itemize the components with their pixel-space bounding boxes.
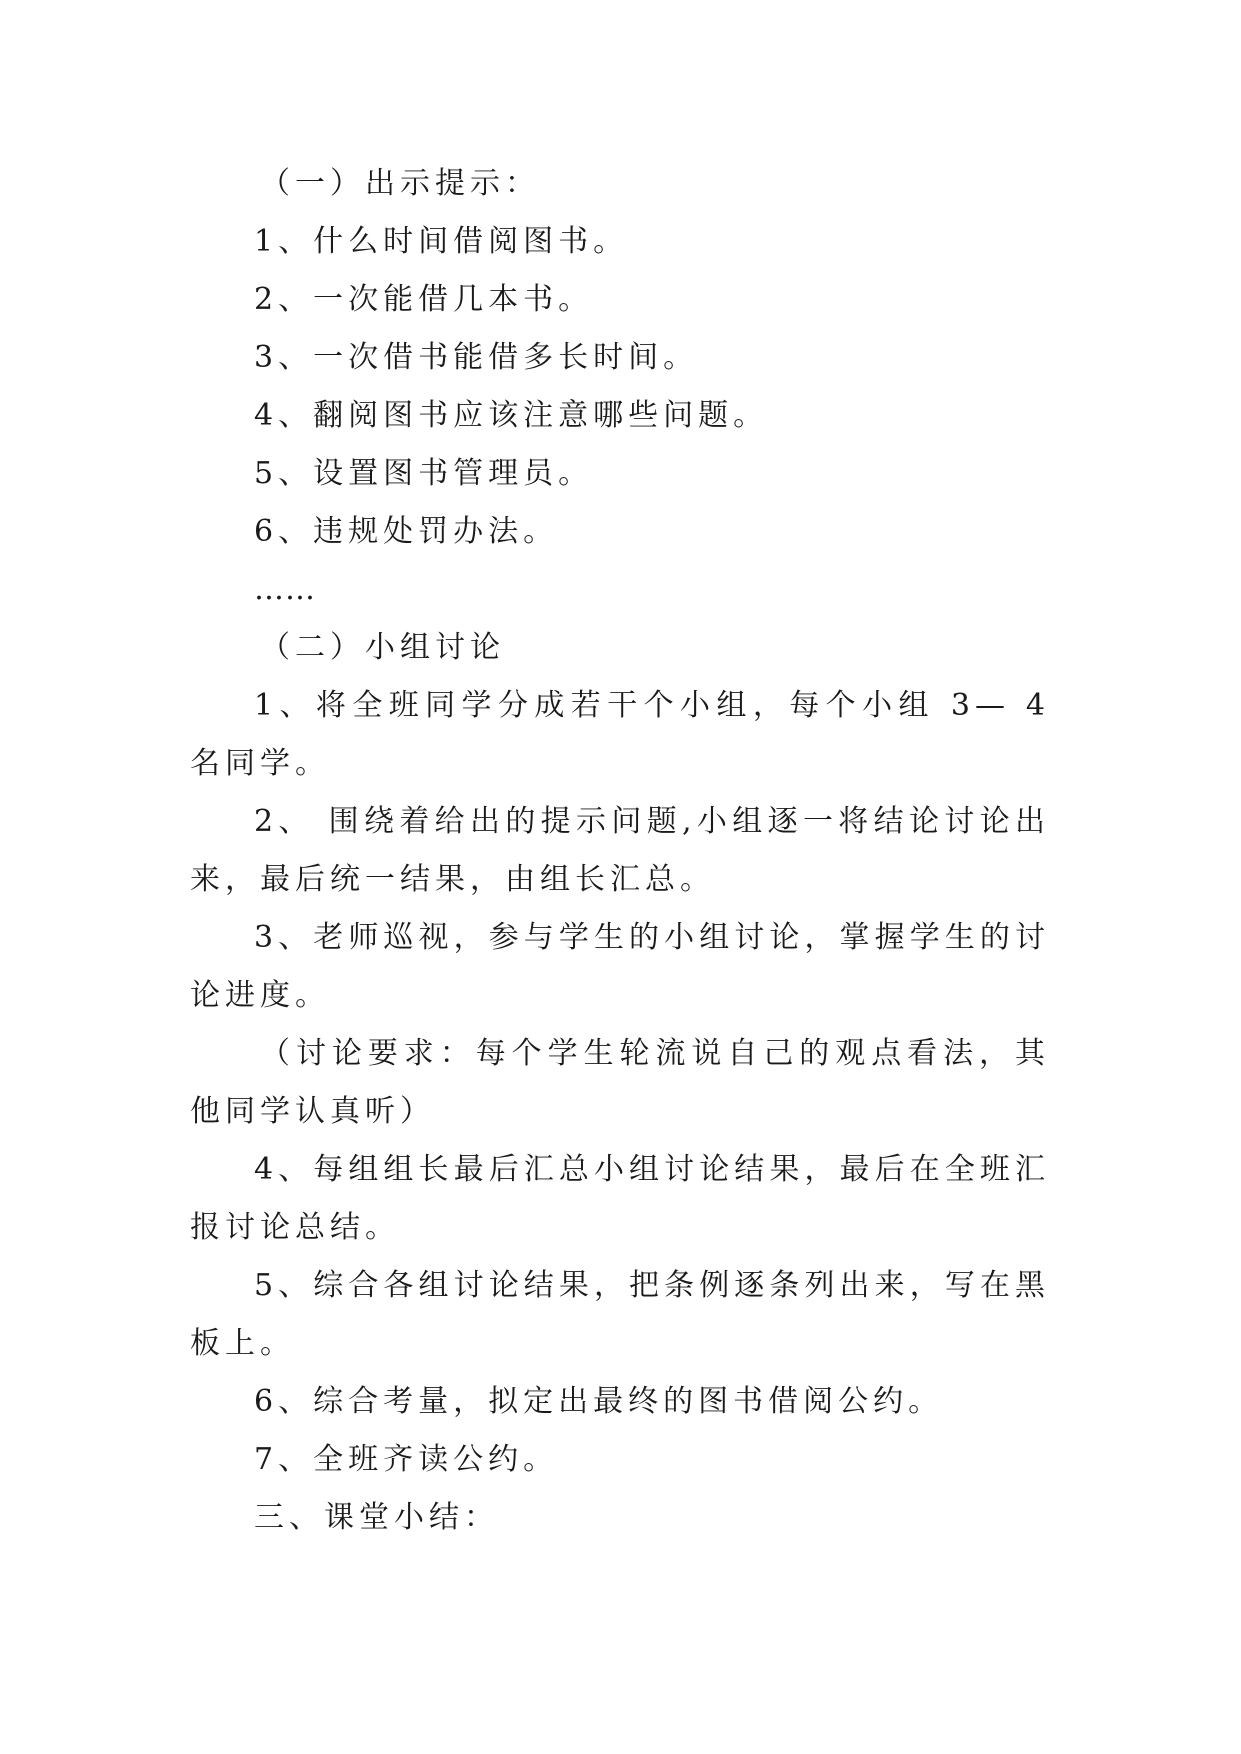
list-item: 7、全班齐读公约。 [254,1442,559,1477]
list-item: 2、 围绕着给出的提示问题,小组逐一将结论讨论出来，最后统一结果，由组长汇总。 [190,804,1050,897]
list-item: 4、翻阅图书应该注意哪些问题。 [254,398,769,433]
discussion-requirement-note: （讨论要求：每个学生轮流说自己的观点看法，其他同学认真听） [190,1036,1050,1129]
list-item: 2、一次能借几本书。 [254,282,594,317]
list-item: 6、综合考量，拟定出最终的图书借阅公约。 [254,1384,944,1419]
list-item: 5、设置图书管理员。 [254,456,594,491]
list-item: 1、什么时间借阅图书。 [254,224,629,259]
document-body [190,155,1050,1547]
section-heading-1: （一）出示提示： [260,166,540,201]
list-item: 5、综合各组讨论结果，把条例逐条列出来，写在黑板上。 [190,1268,1050,1361]
list-item: 3、老师巡视，参与学生的小组讨论，掌握学生的讨论进度。 [190,920,1050,1013]
ellipsis: …… [254,572,316,607]
list-item: 1、将全班同学分成若干个小组，每个小组 3— 4 名同学。 [190,688,1050,781]
list-item: 3、一次借书能借多长时间。 [254,340,699,375]
section-heading-3: 三、课堂小结： [254,1500,499,1535]
list-item: 6、违规处罚办法。 [254,514,559,549]
section-heading-2: （二）小组讨论 [260,630,505,665]
list-item: 4、每组组长最后汇总小组讨论结果，最后在全班汇报讨论总结。 [190,1152,1050,1245]
